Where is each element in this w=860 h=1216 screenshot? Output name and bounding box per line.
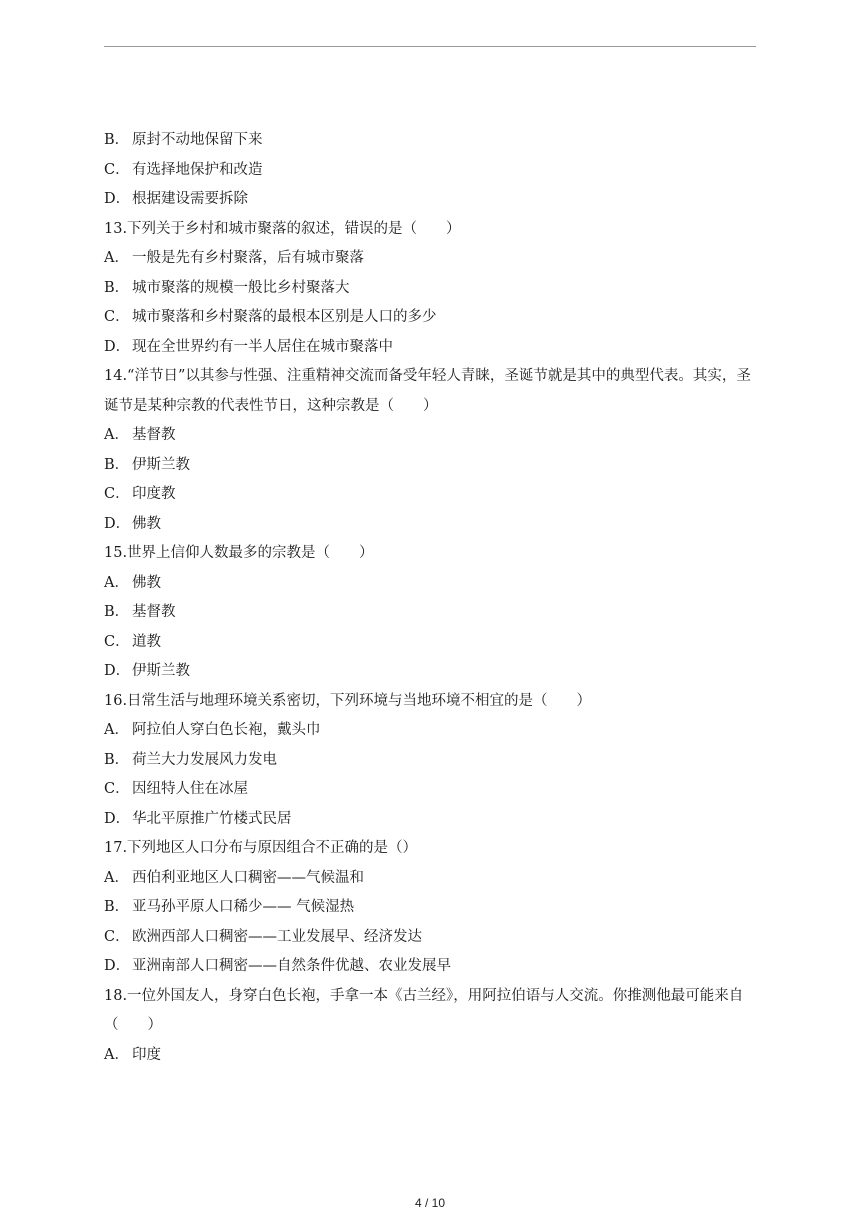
option-text: 根据建设需要拆除	[132, 191, 248, 207]
option-text: 亚马孙平原人口稀少—— 气候湿热	[132, 899, 355, 915]
option-text: 城市聚落的规模一般比乡村聚落大	[132, 279, 350, 296]
option-row	[104, 952, 756, 982]
option-letter: A．	[104, 1046, 129, 1063]
option-text: 城市聚落和乡村聚落的最根本区别是人口的多少	[132, 309, 437, 325]
option-letter: B．	[104, 899, 130, 915]
option-row	[104, 923, 756, 953]
question-text: 15.世界上信仰人数最多的宗教是（ ）	[104, 545, 374, 561]
option-text: 基督教	[132, 427, 176, 443]
option-row	[104, 1041, 756, 1071]
option-row	[104, 716, 756, 746]
option-row	[104, 303, 756, 333]
option-text: 印度教	[132, 486, 176, 502]
option-row	[104, 746, 756, 776]
option-row	[104, 657, 756, 687]
option-letter: C．	[104, 486, 130, 502]
option-row	[104, 185, 756, 215]
question-text: 17.下列地区人口分布与原因组合不正确的是（）	[104, 840, 418, 856]
question-14	[104, 362, 756, 539]
option-row	[104, 244, 756, 274]
option-text: 现在全世界约有一半人居住在城市聚落中	[132, 338, 393, 355]
option-text: 欧洲西部人口稠密——工业发展早、经济发达	[132, 928, 422, 945]
option-letter: B．	[104, 456, 130, 473]
option-letter: B．	[104, 751, 130, 768]
option-row	[104, 126, 756, 156]
option-row	[104, 628, 756, 658]
question-text: 18.一位外国友人，身穿白色长袍，手拿一本《古兰经》，用阿拉伯语与人交流。你推测他最可能来自（ ）	[104, 987, 744, 1033]
option-text: 原封不动地保留下来	[132, 132, 263, 148]
option-row	[104, 864, 756, 894]
option-letter: A．	[104, 869, 129, 886]
option-text: 印度	[132, 1046, 161, 1063]
option-letter: C．	[104, 633, 130, 650]
option-letter: D．	[104, 958, 131, 974]
option-row	[104, 893, 756, 923]
option-row	[104, 156, 756, 186]
option-row	[104, 510, 756, 540]
option-letter: C．	[104, 781, 130, 797]
option-row	[104, 333, 756, 363]
option-letter: C．	[104, 161, 130, 178]
option-letter: C．	[104, 309, 130, 325]
option-text: 佛教	[132, 515, 161, 532]
option-text: 西伯利亚地区人口稠密——气候温和	[132, 869, 364, 886]
option-text: 华北平原推广竹楼式民居	[132, 810, 292, 827]
question-list	[104, 126, 756, 1070]
question-15	[104, 539, 756, 687]
option-letter: D．	[104, 810, 131, 827]
option-text: 阿拉伯人穿白色长袍，戴头巾	[132, 722, 321, 738]
option-letter: A．	[104, 574, 129, 591]
question-16	[104, 687, 756, 835]
question-text: 16.日常生活与地理环境关系密切，下列环境与当地环境不相宜的是（ ）	[104, 692, 592, 709]
option-text: 有选择地保护和改造	[132, 161, 263, 178]
question-18	[104, 982, 756, 1071]
page-number: 4 / 10	[414, 1196, 446, 1210]
option-letter: D．	[104, 338, 131, 355]
option-letter: D．	[104, 515, 131, 532]
option-row	[104, 274, 756, 304]
question-text: 13.下列关于乡村和城市聚落的叙述，错误的是（ ）	[104, 220, 461, 237]
option-row	[104, 805, 756, 835]
option-row	[104, 421, 756, 451]
option-letter: B．	[104, 604, 130, 620]
option-letter: B．	[104, 132, 130, 148]
option-row	[104, 480, 756, 510]
option-letter: A．	[104, 250, 129, 266]
option-text: 佛教	[132, 574, 161, 591]
option-row	[104, 569, 756, 599]
option-text: 因纽特人住在冰屋	[132, 781, 248, 797]
option-text: 道教	[132, 633, 161, 650]
option-text: 亚洲南部人口稠密——自然条件优越、农业发展早	[132, 958, 451, 974]
option-text: 荷兰大力发展风力发电	[132, 751, 277, 768]
option-row	[104, 598, 756, 628]
previous-options	[104, 126, 756, 215]
option-letter: A．	[104, 722, 129, 738]
question-13	[104, 215, 756, 363]
option-text: 基督教	[132, 604, 176, 620]
header-rule	[104, 46, 756, 47]
option-letter: A．	[104, 427, 129, 443]
option-letter: B．	[104, 279, 130, 296]
question-text: 14.“洋节日”以其参与性强、注重精神交流而备受年轻人青睐，圣诞节就是其中的典型代表。其实，圣诞节是某种宗教的代表性节日，这种宗教是（ ）	[104, 368, 751, 414]
option-row	[104, 775, 756, 805]
question-17	[104, 834, 756, 982]
option-text: 一般是先有乡村聚落，后有城市聚落	[132, 250, 364, 266]
option-text: 伊斯兰教	[132, 663, 190, 679]
option-letter: C．	[104, 928, 130, 945]
option-letter: D．	[104, 663, 131, 679]
option-text: 伊斯兰教	[132, 456, 190, 473]
option-row	[104, 451, 756, 481]
option-letter: D．	[104, 191, 131, 207]
